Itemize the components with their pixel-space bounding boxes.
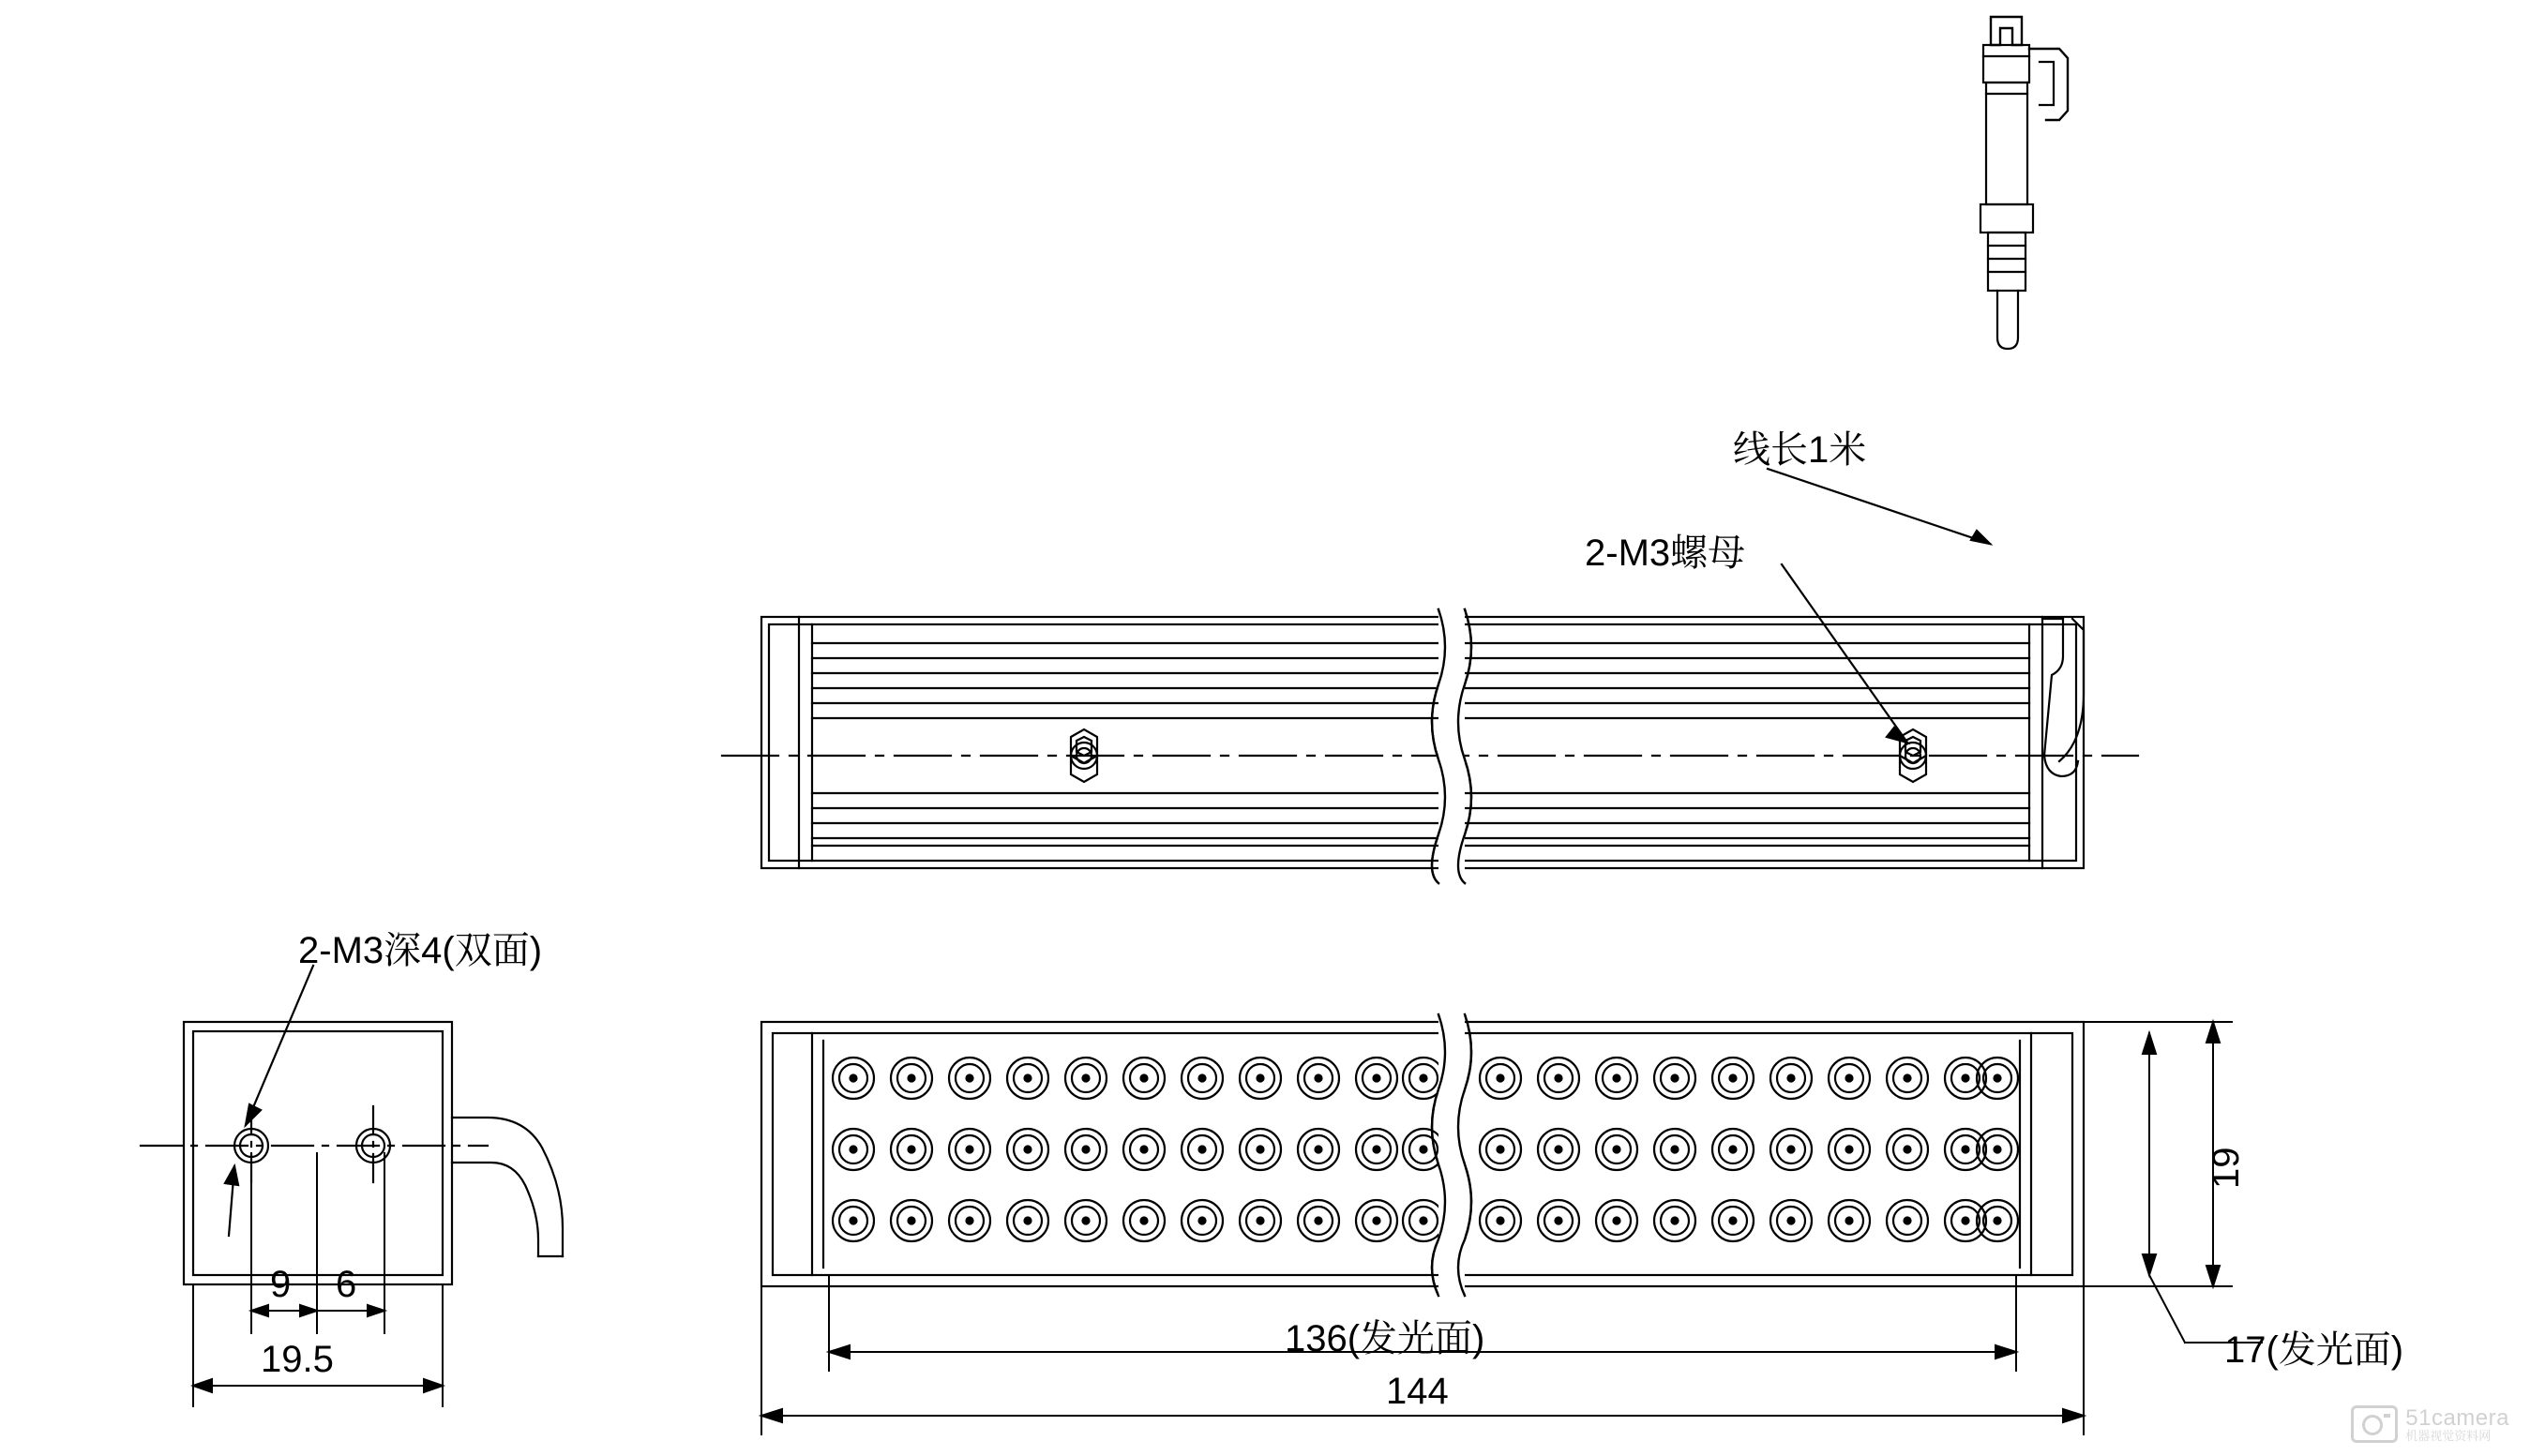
dimension-total-length: 144 xyxy=(1386,1371,1449,1412)
dimension-19-5: 19.5 xyxy=(261,1339,334,1380)
left-side-view xyxy=(141,966,563,1284)
watermark xyxy=(2351,1405,2509,1443)
led-array xyxy=(833,1014,2018,1296)
watermark-sub: 机器视觉资料网 xyxy=(2405,1428,2492,1443)
dimension-height: 19 xyxy=(2206,1147,2247,1189)
dimension-emitting-width: 17(发光面) xyxy=(2224,1329,2404,1371)
leader-m3-nut xyxy=(1782,564,1907,743)
label-cable-length: 线长1米 xyxy=(1733,429,1867,471)
dimension-emitting-length: 136(发光面) xyxy=(1285,1318,1485,1359)
dimension-9: 9 xyxy=(270,1264,292,1305)
label-m3-nut: 2-M3螺母 xyxy=(1585,533,1746,574)
label-tapped-hole: 2-M3深4(双面) xyxy=(298,930,543,971)
dimension-6: 6 xyxy=(336,1264,357,1305)
camera-icon xyxy=(2351,1405,2398,1443)
leader-cable-length xyxy=(1768,469,1990,544)
connector-assembly xyxy=(1980,17,2068,349)
watermark-brand: 51camera xyxy=(2405,1404,2509,1431)
top-view-housing xyxy=(722,609,2138,883)
